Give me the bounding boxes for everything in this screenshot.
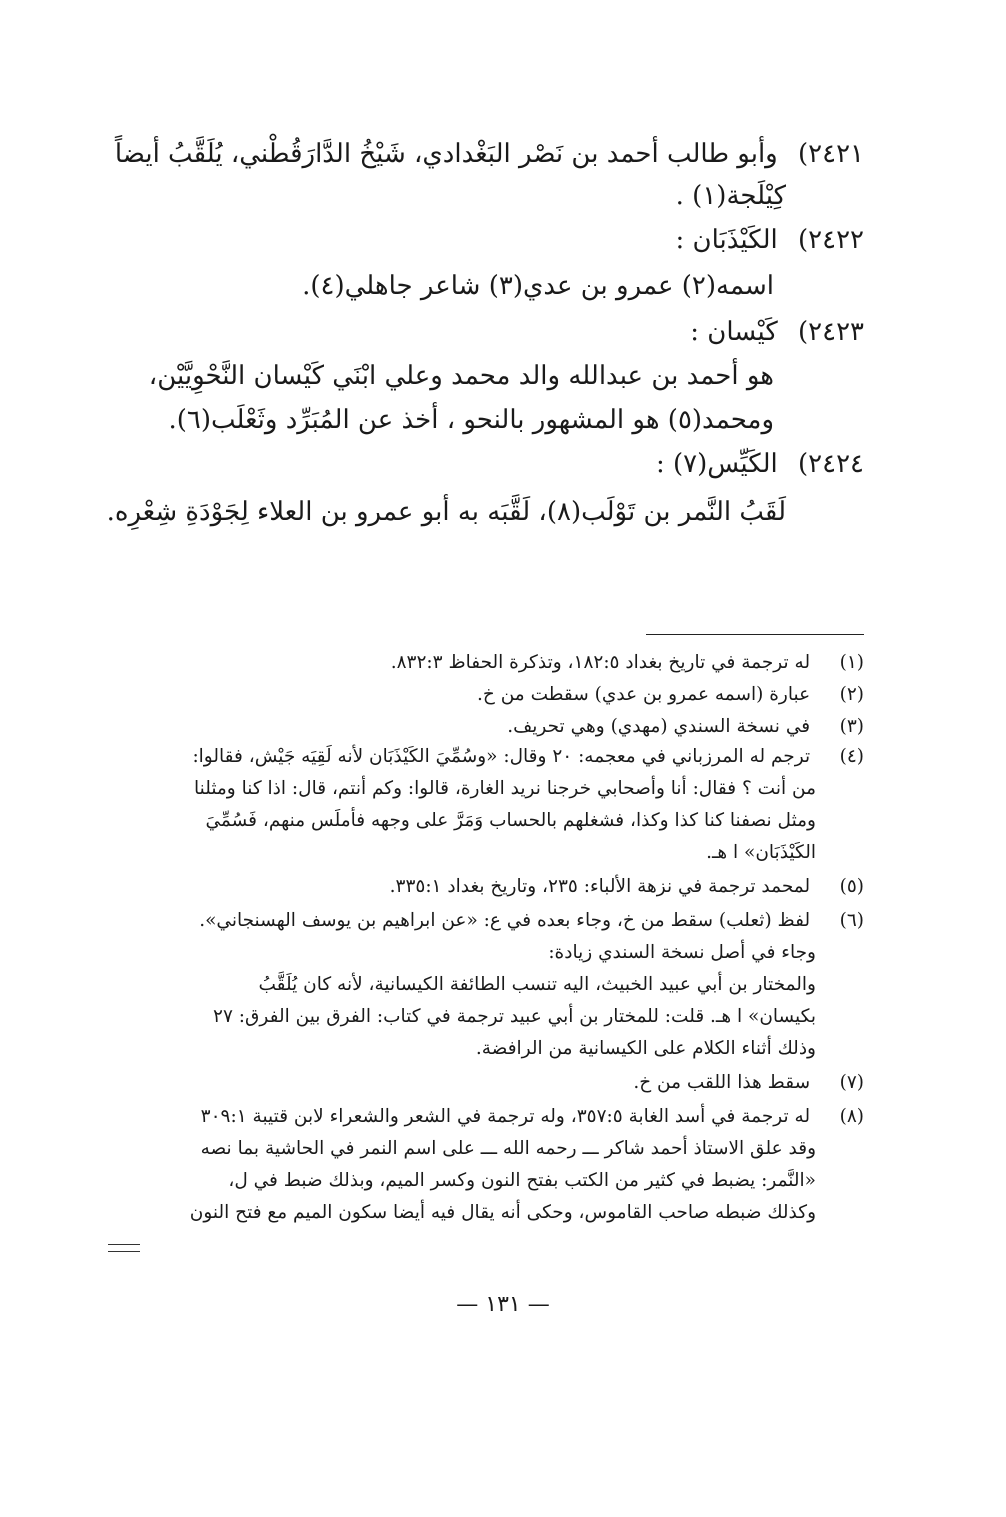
- entry-2422-line-1: [134, 266, 774, 306]
- footnote-6-line-2: [139, 938, 816, 968]
- footnote-text: «النَّمر: يضبط في كثير من الكتب بفتح النون وكسر الميم، وبذلك ضبط في ل،: [228, 1170, 816, 1191]
- footnote-7: [139, 1068, 864, 1098]
- footnote-text: ترجم له المرزباني في معجمه: ٢٠ وقال: «وسُمِّيَ الكَيْذَبَان لأنه لَقِيَه جَيْش، فقالوا:: [192, 746, 811, 767]
- footnote-separator: [646, 634, 864, 635]
- footnote-text: من أنت ؟ فقال: أنا وأصحابي خرجنا نريد الغارة، قالوا: وكم أنتم، قال: اذا كنا ومثلنا: [193, 778, 816, 799]
- entry-2421-line-1: [114, 134, 864, 174]
- footnote-4-line-4: [139, 838, 816, 868]
- entry-headword: الكَيِّس(٧) :: [655, 449, 778, 479]
- entry-2423-line-2: [134, 400, 774, 440]
- entry-2422-head: [134, 220, 864, 260]
- footnote-8-line-3: [139, 1166, 816, 1196]
- footnote-text: وقد علق الاستاذ أحمد شاكر ـــ رحمه الله ـــ على اسم النمر في الحاشية بما نصه: [200, 1138, 816, 1159]
- footnote-number: (٤): [839, 746, 864, 767]
- footnote-number: (٦): [839, 910, 864, 931]
- footnote-text: سقط هذا اللقب من خ.: [633, 1072, 811, 1093]
- footnote-6: [139, 906, 864, 936]
- entry-number: ٢٤٢١): [797, 139, 864, 169]
- footnote-text: وكذلك ضبطه صاحب القاموس، وحكى أنه يقال فيه أيضا سكون الميم مع فتح النون: [189, 1202, 816, 1223]
- footnote-text: وذلك أثناء الكلام على الكيسانية من الرافضة.: [475, 1038, 816, 1059]
- footnote-8-line-4: [139, 1198, 816, 1228]
- footnote-text: له ترجمة في تاريخ بغداد ١٨٢:٥، وتذكرة الحفاظ ٨٣٢:٣.: [390, 652, 811, 673]
- footnote-text: لمحمد ترجمة في نزهة الألباء: ٢٣٥، وتاريخ بغداد ٣٣٥:١.: [389, 876, 811, 897]
- footnote-6-line-4: [139, 1002, 816, 1032]
- entry-2424-line-1: [106, 492, 786, 532]
- footnote-5: [139, 872, 864, 902]
- entry-headword: الكَيْذَبَان :: [675, 225, 778, 255]
- footnote-text: ومثل نصفنا كنا كذا وكذا، فشغلهم بالحساب وَمَرَّ على وجهه فأملَس منهم، فَسُمِّيَ: [205, 810, 816, 831]
- entry-text: اسمه(٢) عمرو بن عدي(٣) شاعر جاهلي(٤).: [302, 271, 774, 301]
- entry-number: ٢٤٢٢): [797, 225, 864, 255]
- footnote-number: (٨): [839, 1106, 864, 1127]
- footnote-8-line-2: [139, 1134, 816, 1164]
- entry-2421-line-2: [136, 176, 786, 216]
- footnote-4-line-3: [139, 806, 816, 836]
- footnote-number: (٢): [839, 684, 864, 705]
- footnote-number: (٣): [839, 716, 864, 737]
- entry-text: هو أحمد بن عبدالله والد محمد وعلي ابْنَي كَيْسان النَّحْوِيَّيْن،: [148, 361, 774, 391]
- footnote-number: (١): [839, 652, 864, 673]
- footnote-4-line-2: [139, 774, 816, 804]
- footnote-4: [139, 742, 864, 772]
- entry-headword: كَيْسان :: [690, 317, 778, 347]
- entry-2424-head: [134, 444, 864, 484]
- entry-text: لَقَبُ النَّمر بن تَوْلَب(٨)، لَقَّبَه به أبو عمرو بن العلاء لِجَوْدَةِ شِعْرِه.: [106, 497, 786, 527]
- entry-text: وأبو طالب أحمد بن نَصْر البَغْدادي، شَيْخُ الدَّارَقُطْني، يُلَقَّبُ أيضاً: [114, 139, 778, 169]
- footnote-number: (٧): [839, 1072, 864, 1093]
- footnote-6-line-3: [139, 970, 816, 1000]
- continuation-mark: [108, 1244, 140, 1252]
- footnote-1: [139, 648, 864, 678]
- entry-text: ومحمد(٥) هو المشهور بالنحو ، أخذ عن المُبَرِّد وثَعْلَب(٦).: [168, 405, 774, 435]
- footnote-text: الكَيْذَبَان» ا هـ.: [706, 842, 816, 863]
- footnote-8: [139, 1102, 864, 1132]
- footnote-text: بكيسان» ا هـ. قلت: للمختار بن أبي عبيد ترجمة في كتاب: الفرق بين الفرق: ٢٧: [213, 1006, 816, 1027]
- footnote-text: في نسخة السندي (مهدي) وهي تحريف.: [507, 716, 811, 737]
- footnote-text: والمختار بن أبي عبيد الخبيث، اليه تنسب الطائفة الكيسانية، لأنه كان يُلَقَّبُ: [258, 974, 816, 995]
- footnote-text: له ترجمة في أسد الغابة ٣٥٧:٥، وله ترجمة في الشعر والشعراء لابن قتيبة ٣٠٩:١: [200, 1106, 811, 1127]
- footnote-text: لفظ (ثعلب) سقط من خ، وجاء بعده في ع: «عن ابراهيم بن يوسف الهسنجاني».: [199, 910, 811, 931]
- entry-2423-line-1: [134, 356, 774, 396]
- entry-text: كِيْلَجة(١) .: [675, 181, 786, 211]
- footnote-text: وجاء في أصل نسخة السندي زيادة:: [548, 942, 816, 963]
- footnote-2: [139, 680, 864, 710]
- page-number: — ١٣١ —: [456, 1292, 550, 1317]
- entry-number: ٢٤٢٤): [797, 449, 864, 479]
- footnote-text: عبارة (اسمه عمرو بن عدي) سقطت من خ.: [477, 684, 811, 705]
- footnote-3: [139, 712, 864, 742]
- entry-2423-head: [134, 312, 864, 352]
- entry-number: ٢٤٢٣): [797, 317, 864, 347]
- footnote-6-line-5: [139, 1034, 816, 1064]
- footnote-number: (٥): [839, 876, 864, 897]
